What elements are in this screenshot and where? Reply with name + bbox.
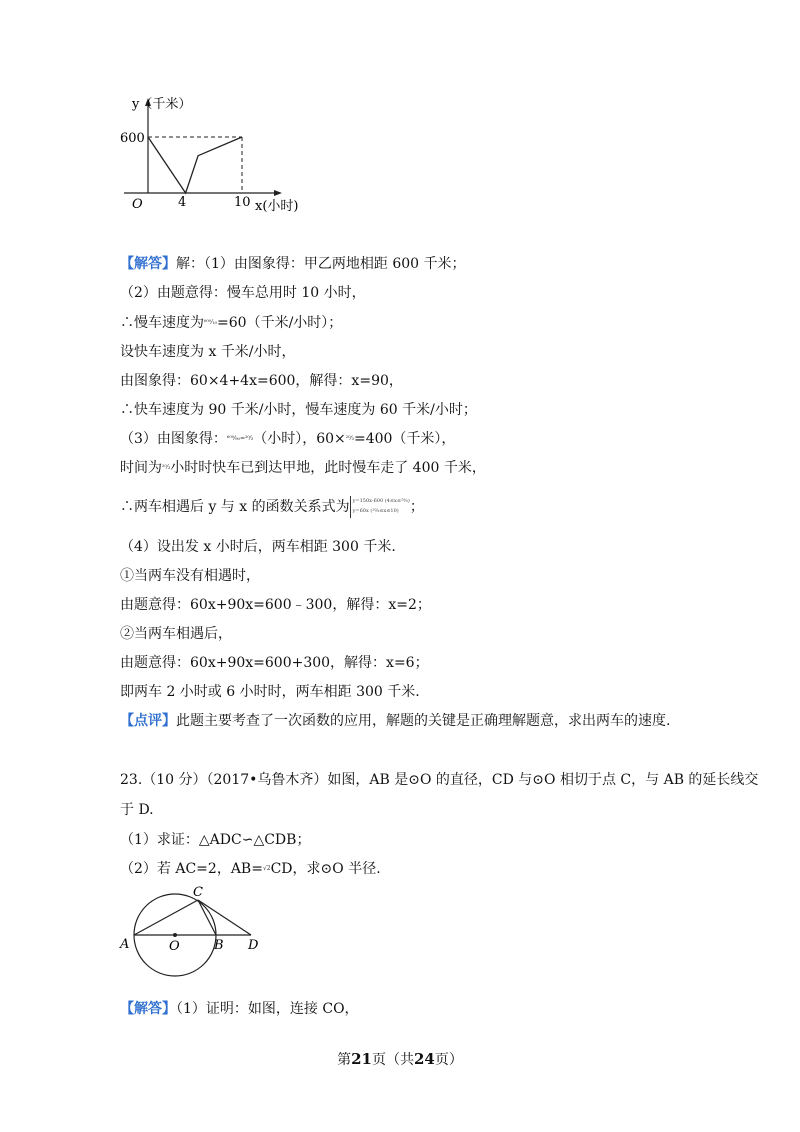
- page-footer: 第21页（共24页）: [337, 1050, 463, 1068]
- fraction-600-10: ⁶⁰⁰⁄₁₀: [204, 319, 218, 326]
- comment-line: 【点评】此题主要考查了一次函数的应用，解题的关键是正确理解题意，求出两车的速度.: [120, 713, 671, 729]
- label-a: A: [120, 937, 130, 952]
- solution-line-5: 由图象得：60×4+4x=600，解得：x=90，: [120, 373, 403, 389]
- label-b: B: [214, 938, 224, 953]
- label-c: C: [193, 885, 203, 900]
- x-tick-4: 4: [178, 195, 187, 210]
- solution-line-2: （2）由题意得：慢车总用时 10 小时，: [120, 285, 366, 301]
- segment-cd: [198, 900, 251, 935]
- solution-line-15: 即两车 2 小时或 6 小时时，两车相距 300 千米.: [120, 684, 420, 700]
- problem-23-line-2: 于 D.: [120, 802, 154, 818]
- x-axis-arrow: [274, 190, 282, 196]
- circle-tangent-figure: [115, 882, 275, 982]
- solution-line-3: ∴慢车速度为⁶⁰⁰⁄₁₀=60（千米/小时）；: [120, 315, 343, 331]
- answer-tag: 【解答】: [120, 256, 176, 272]
- solution-line-1: 【解答】解：（1）由图象得：甲乙两地相距 600 千米；: [120, 256, 466, 272]
- piecewise-function: y=150x-600 (4≤x≤²⁰⁄₃) y=60x (²⁰⁄₃≤x≤10): [350, 496, 410, 518]
- solution-line-11: ①当两车没有相遇时，: [120, 568, 260, 584]
- answer-tag-23: 【解答】: [120, 1001, 176, 1017]
- distance-time-graph: [110, 88, 320, 218]
- total-pages: 24: [414, 1050, 435, 1068]
- label-o: O: [169, 939, 180, 954]
- solution-line-14: 由题意得：60x+90x=600+300，解得：x=6；: [120, 655, 429, 671]
- fraction-time: ⁶⁰⁰⁄₉₀=²⁰⁄₃: [226, 435, 254, 442]
- x-tick-10: 10: [234, 195, 251, 210]
- segment-ac: [134, 900, 198, 935]
- label-d: D: [248, 938, 259, 953]
- solution-line-13: ②当两车相遇后，: [120, 626, 232, 642]
- problem-23-line-1: 23.（10 分）（2017•乌鲁木齐）如图，AB 是⊙O 的直径，CD 与⊙O 相切于点 C，与 AB 的延长线交: [120, 772, 759, 788]
- solution-line-7: （3）由图象得：⁶⁰⁰⁄₉₀=²⁰⁄₃（小时），60×²⁰⁄₃=400（千米），: [120, 431, 456, 447]
- problem-23-answer: 【解答】（1）证明：如图，连接 CO，: [120, 1001, 359, 1017]
- problem-23-part-1: （1）求证：△ADC∽△CDB；: [120, 832, 311, 848]
- solution-line-12: 由题意得：60x+90x=600﹣300，解得：x=2；: [120, 597, 431, 613]
- solution-line-6: ∴快车速度为 90 千米/小时，慢车速度为 60 千米/小时；: [120, 402, 477, 418]
- comment-tag: 【点评】: [120, 713, 176, 729]
- solution-line-9: ∴两车相遇后 y 与 x 的函数关系式为 y=150x-600 (4≤x≤²⁰⁄₃) y=60x (²⁰⁄₃≤x≤10) ；: [120, 496, 424, 518]
- graph-polyline: [148, 137, 242, 193]
- fraction-20-3: ²⁰⁄₃: [345, 435, 354, 442]
- page-number: 21: [351, 1050, 372, 1068]
- center-point: [173, 933, 177, 937]
- solution-line-8: 时间为²⁰⁄₃小时时快车已到达甲地，此时慢车走了 400 千米，: [120, 460, 486, 476]
- origin-label: O: [132, 197, 143, 212]
- solution-line-10: （4）设出发 x 小时后，两车相距 300 千米.: [120, 539, 396, 555]
- sqrt-2-symbol: √2: [262, 865, 271, 872]
- problem-23-part-2: （2）若 AC=2，AB=√2CD，求⊙O 半径.: [120, 861, 381, 877]
- x-axis-label: x(小时): [255, 199, 299, 214]
- solution-line-4: 设快车速度为 x 千米/小时，: [120, 344, 296, 360]
- y-tick-600: 600: [120, 131, 145, 146]
- fraction-20-3-b: ²⁰⁄₃: [162, 464, 171, 471]
- y-axis-label: y（千米）: [132, 97, 192, 112]
